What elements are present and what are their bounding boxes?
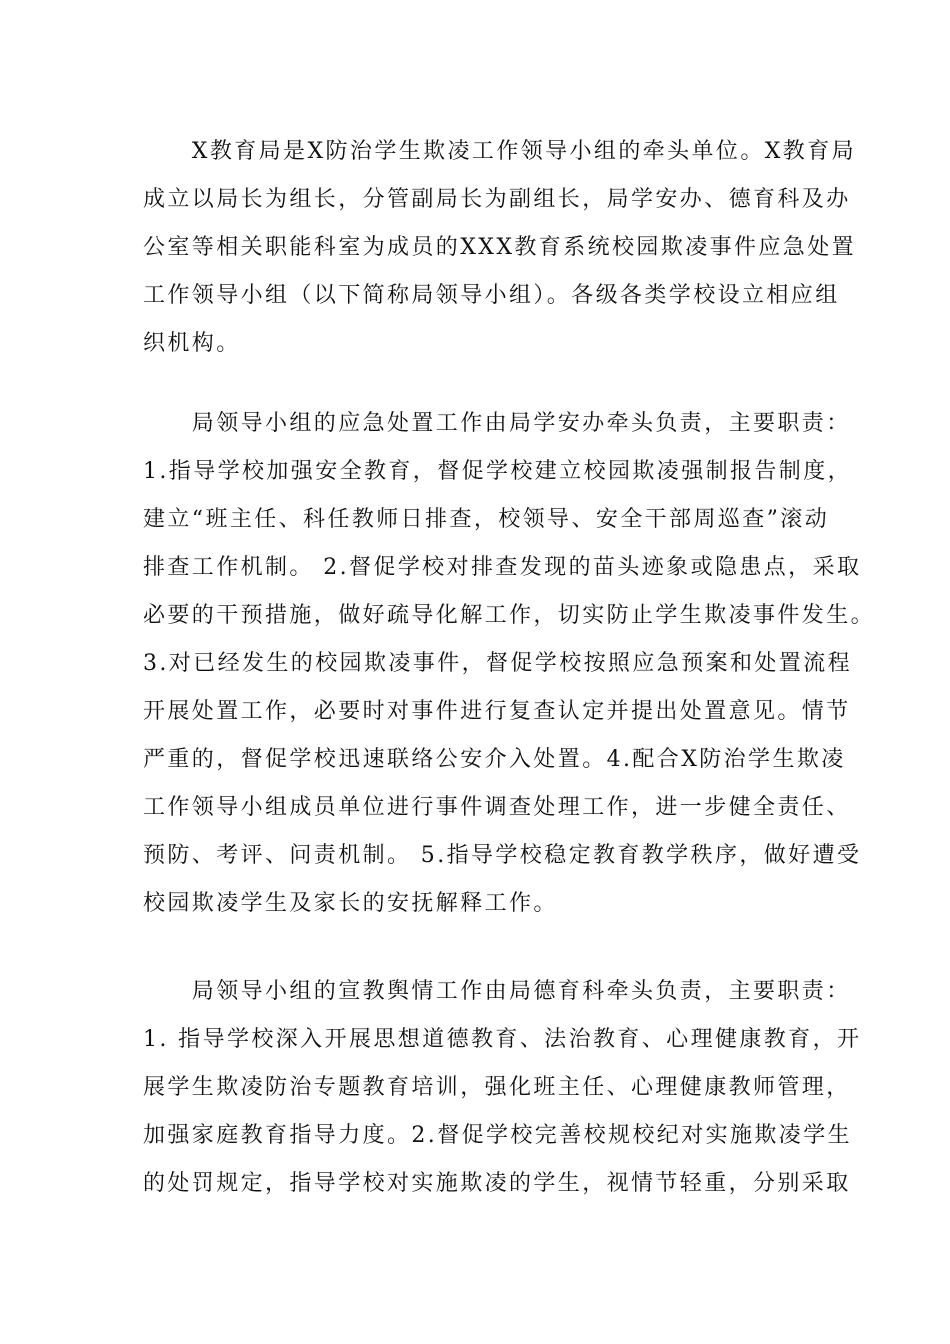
paragraph-line: 公室等相关职能科室为成员的XXX教育系统校园欺凌事件应急处置: [143, 235, 856, 260]
paragraph-line: 预防、考评、问责机制。 5.指导学校稳定教育教学秩序，做好遭受: [143, 843, 862, 868]
paragraph-line: 必要的干预措施，做好疏导化解工作，切实防止学生欺凌事件发生。: [143, 603, 876, 628]
paragraph-line: 成立以局长为组长，分管副局长为副组长，局学安办、德育科及办: [143, 187, 851, 212]
paragraph-leading-group: [143, 128, 856, 368]
paragraph-line: 局领导小组的应急处置工作由局学安办牵头负责，主要职责：: [143, 411, 851, 436]
paragraph-line: 展学生欺凌防治专题教育培训，强化班主任、心理健康教师管理，: [143, 1075, 851, 1100]
paragraph-emergency-duties: [143, 400, 876, 928]
paragraph-line: 局领导小组的宣教舆情工作由局德育科牵头负责，主要职责：: [143, 979, 851, 1004]
paragraph-line: 校园欺凌学生及家长的安抚解释工作。: [143, 891, 558, 916]
paragraph-publicity-duties: [143, 968, 862, 1208]
paragraph-line: 的处罚规定，指导学校对实施欺凌的学生，视情节轻重，分别采取: [143, 1171, 851, 1196]
paragraph-line: 工作领导小组成员单位进行事件调查处理工作，进一步健全责任、: [143, 795, 851, 820]
paragraph-line: 开展处置工作，必要时对事件进行复查认定并提出处置意见。情节: [143, 699, 851, 724]
paragraph-line: 1. 指导学校深入开展思想道德教育、法治教育、心理健康教育，开: [143, 1027, 862, 1052]
paragraph-line: 3.对已经发生的校园欺凌事件，督促学校按照应急预案和处置流程: [143, 651, 852, 676]
paragraph-line: 1.指导学校加强安全教育，督促学校建立校园欺凌强制报告制度，: [143, 459, 852, 484]
paragraph-line: 严重的，督促学校迅速联络公安介入处置。4.配合X防治学生欺凌: [143, 747, 846, 772]
paragraph-line: 排查工作机制。 2.督促学校对排查发现的苗头迹象或隐患点，采取: [143, 555, 862, 580]
paragraph-line: X教育局是X防治学生欺凌工作领导小组的牵头单位。X教育局: [143, 139, 856, 164]
paragraph-line: 织机构。: [143, 331, 241, 356]
paragraph-line: 建立“班主任、科任教师日排查，校领导、安全干部周巡查”滚动: [143, 507, 830, 532]
paragraph-line: 加强家庭教育指导力度。2.督促学校完善校规校纪对实施欺凌学生: [143, 1123, 852, 1148]
paragraph-line: 工作领导小组（以下简称局领导小组）。各级各类学校设立相应组: [143, 283, 840, 308]
